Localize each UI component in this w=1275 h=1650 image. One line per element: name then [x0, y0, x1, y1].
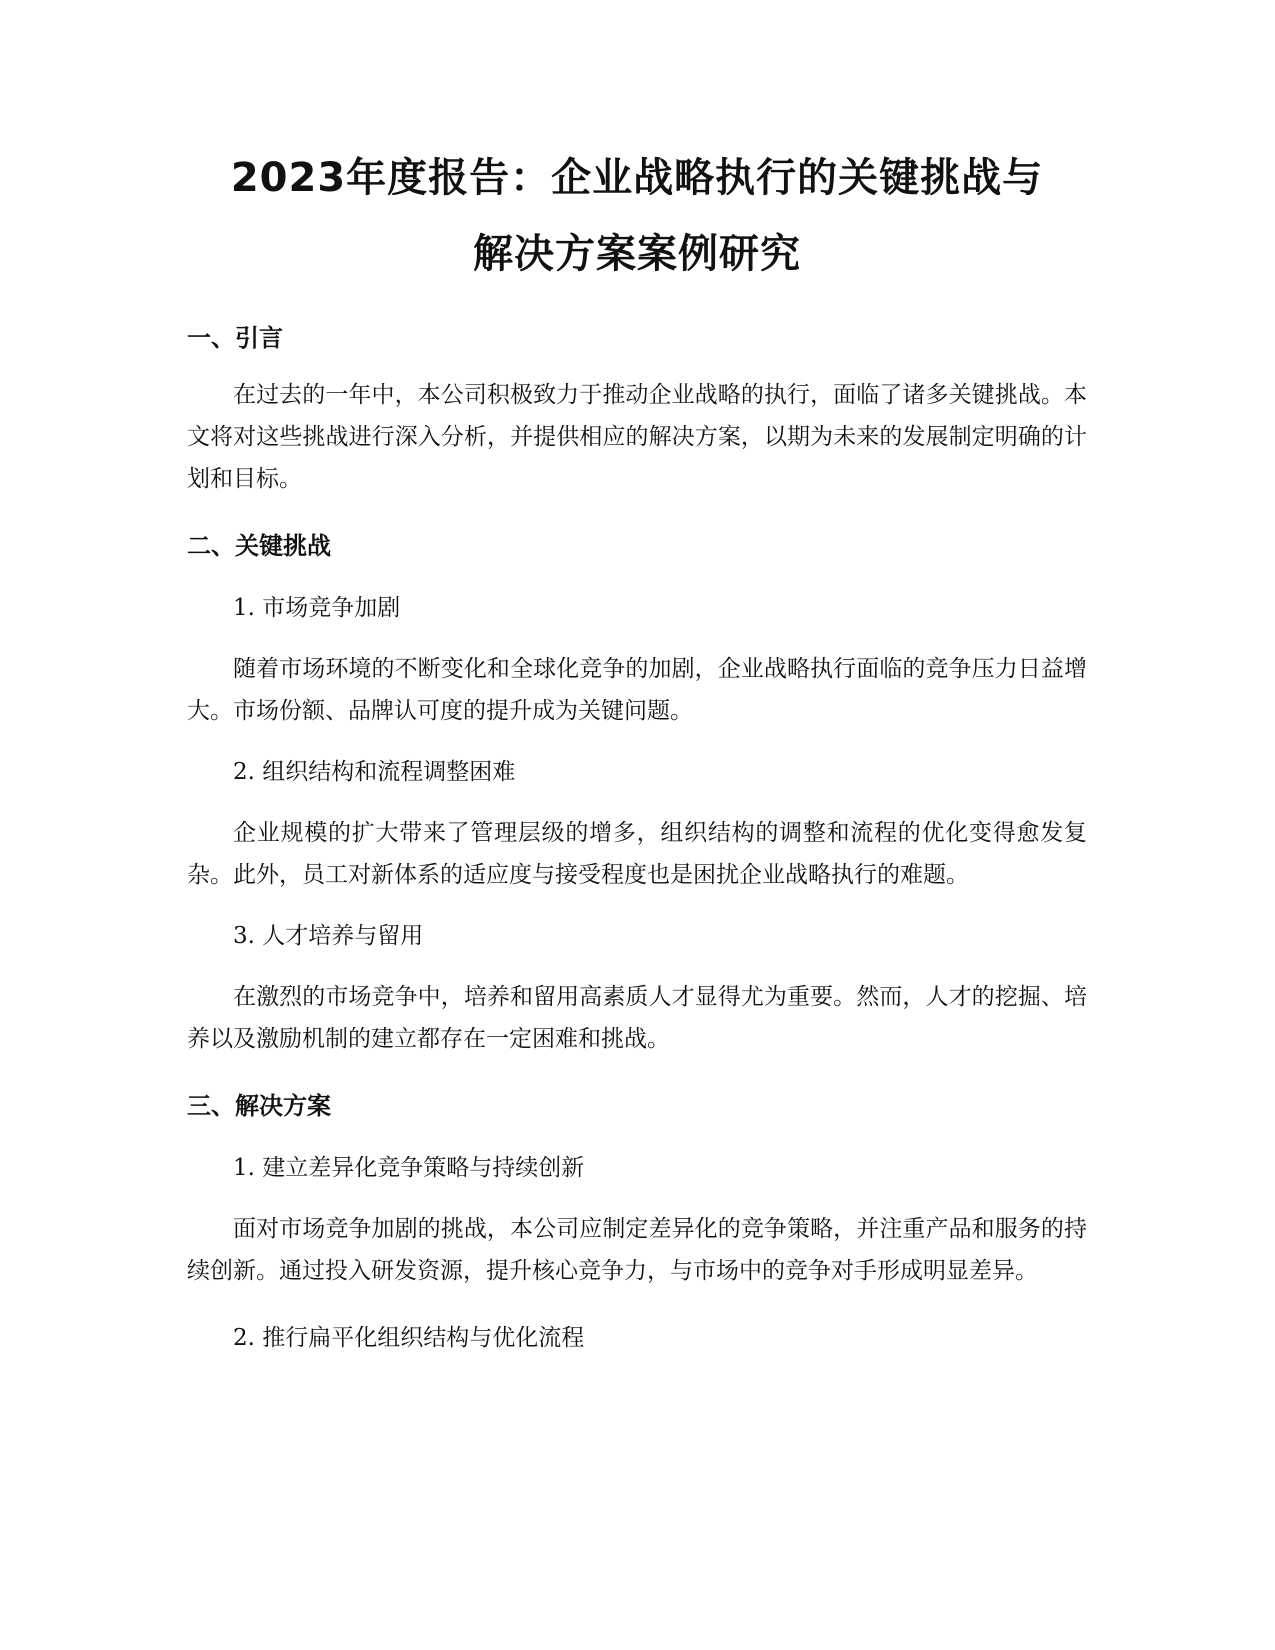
- challenge-1-subheading: 1. 市场竞争加剧: [233, 595, 401, 621]
- challenge-1-paragraph: 随着市场环境的不断变化和全球化竞争的加剧，企业战略执行面临的竞争压力日益增大。市场份额、品牌认可度的提升成为关键问题。: [187, 656, 1087, 724]
- solution-2-subheading: 2. 推行扁平化组织结构与优化流程: [233, 1325, 585, 1351]
- section-heading-introduction: 一、引言: [187, 324, 283, 352]
- title-line-2: 解决方案案例研究: [473, 231, 801, 277]
- solution-1-subheading: 1. 建立差异化竞争策略与持续创新: [233, 1155, 585, 1181]
- section-heading-key-challenges: 二、关键挑战: [187, 532, 331, 560]
- challenge-2-subheading: 2. 组织结构和流程调整困难: [233, 759, 516, 785]
- challenge-2-paragraph: 企业规模的扩大带来了管理层级的增多，组织结构的调整和流程的优化变得愈发复杂。此外，员工对新体系的适应度与接受程度也是困扰企业战略执行的难题。: [187, 820, 1087, 888]
- section-heading-solutions: 三、解决方案: [187, 1092, 331, 1120]
- introduction-paragraph: 在过去的一年中，本公司积极致力于推动企业战略的执行，面临了诸多关键挑战。本文将对这些挑战进行深入分析，并提供相应的解决方案，以期为未来的发展制定明确的计划和目标。: [187, 382, 1087, 492]
- challenge-3-paragraph: 在激烈的市场竞争中，培养和留用高素质人才显得尤为重要。然而，人才的挖掘、培养以及激励机制的建立都存在一定困难和挑战。: [187, 984, 1087, 1052]
- title-line-1: 2023年度报告：企业战略执行的关键挑战与: [230, 155, 1044, 201]
- solution-1-paragraph: 面对市场竞争加剧的挑战，本公司应制定差异化的竞争策略，并注重产品和服务的持续创新。通过投入研发资源，提升核心竞争力，与市场中的竞争对手形成明显差异。: [187, 1216, 1087, 1284]
- document-body: [187, 140, 1087, 1358]
- document-title: [187, 140, 1087, 292]
- challenge-3-subheading: 3. 人才培养与留用: [233, 923, 424, 949]
